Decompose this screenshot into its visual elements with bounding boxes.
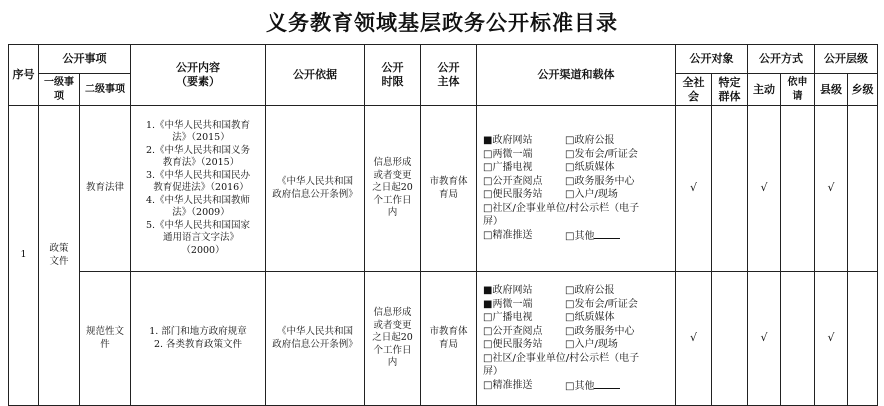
header-channels: 公开渠道和载体 [477,45,676,106]
channel-broadcast: □广播电视 [483,162,533,173]
content-line: 通用语言文字法》 [162,232,239,244]
disclosure-catalog-table [8,44,878,406]
time-line: 之日起20 [372,332,413,344]
channel-door: □入户/现场 [565,339,618,350]
target-all-mark: √ [676,272,712,406]
header-target-all-line1: 全社 [682,75,705,89]
subject-line: 育局 [438,338,458,350]
level-county-mark: √ [815,106,848,272]
time-line: 信息形成 [373,307,412,319]
header-method-active: 主动 [748,74,781,106]
channel-other-label: □其他 [565,230,595,242]
row-level1-line2: 文件 [49,255,69,267]
target-all-mark: √ [676,106,712,272]
header-items: 公开事项 [39,45,131,74]
target-specific-mark [712,272,748,406]
channel-two-micro: ■两微一端 [483,298,533,310]
header-target-specific-line2: 群体 [718,89,741,103]
content-line: （2000） [181,244,225,256]
header-time-line1: 公开 [381,61,404,74]
row-subject [421,106,477,272]
header-subject-line2: 主体 [437,75,460,88]
basis-line: 政府信息公开条例》 [272,338,358,350]
row-subject [421,272,477,406]
content-line: 法》（2015） [172,132,230,144]
channel-community: □社区/企事业单位/村公示栏（电子 [483,202,640,214]
channel-community-cont: 屏） [483,216,503,227]
header-basis: 公开依据 [266,45,365,106]
row-channels [477,106,676,272]
header-method: 公开方式 [748,45,815,74]
row-content [131,106,266,272]
blank-line [594,379,620,389]
header-level-county: 县级 [815,74,848,106]
channel-broadcast: □广播电视 [483,312,533,323]
header-method-request: 依申请 [781,74,815,106]
channel-press: □发布会/听证会 [565,148,638,160]
header-target-all [676,74,712,106]
time-line: 或者变更 [373,319,412,331]
header-level2: 二级事项 [80,74,131,106]
row-channels [477,272,676,406]
channel-precise: □精准推送 [483,379,533,391]
time-line: 个工作日 [373,344,412,356]
content-line: 法》（2009） [172,207,230,219]
channel-convenience: □便民服务站 [483,339,543,350]
method-active-mark: √ [748,272,781,406]
header-level1: 一级事项 [39,74,80,106]
level-county-mark: √ [815,272,848,406]
header-level-township: 乡级 [848,74,878,106]
row-seq: 1 [9,106,39,406]
channel-service-center: □政务服务中心 [565,175,635,187]
page-title: 义务教育领域基层政务公开标准目录 [266,11,618,35]
content-line: 3.《中华人民共和国民办 [145,169,251,181]
channel-community-cont: 屏） [483,366,503,377]
time-line: 之日起20 [372,182,413,194]
channel-precise: □精准推送 [483,229,533,241]
row-time [365,272,421,406]
method-request-mark [781,106,815,272]
table-row [9,272,878,406]
content-line: 2.《中华人民共和国义务 [145,144,251,156]
blank-line [594,229,620,239]
channel-service-center: □政务服务中心 [565,325,635,337]
row-level1 [39,106,80,406]
channel-convenience: □便民服务站 [483,189,543,200]
channel-bulletin: □公开查阅点 [483,175,543,187]
level-township-mark [848,106,878,272]
header-target: 公开对象 [676,45,748,74]
header-content-line1: 公开内容 [176,61,220,74]
level-township-mark [848,272,878,406]
content-line: 1.《中华人民共和国教育 [145,119,251,131]
basis-line: 政府信息公开条例》 [272,188,358,200]
channel-other [565,379,665,394]
content-line: 2. 各类教育政策文件 [153,338,243,350]
content-line: 教育促进法》（2016） [153,182,249,194]
channel-gov-site: ■政府网站 [483,135,533,146]
content-line: 4.《中华人民共和国教师 [145,194,251,206]
header-subject [421,45,477,106]
header-content [131,45,266,106]
channel-gov-gazette: □政府公报 [565,285,615,296]
row-time [365,106,421,272]
time-line: 信息形成 [373,157,412,169]
channel-other [565,229,665,244]
channel-other-label: □其他 [565,380,595,392]
row-level2: 教育法律 [80,106,131,272]
method-active-mark: √ [748,106,781,272]
row-basis [266,272,365,406]
basis-line: 《中华人民共和国 [276,326,353,337]
method-request-mark [781,272,815,406]
subject-line: 市教育体 [429,176,468,187]
channel-paper: □纸质媒体 [565,162,615,173]
row-level1-line1: 政策 [49,243,69,254]
header-subject-line1: 公开 [437,61,460,74]
content-line: 1. 部门和地方政府规章 [149,326,247,337]
header-time [365,45,421,106]
row-level2-line1: 规范性文 [85,326,124,337]
row-content [131,272,266,406]
subject-line: 市教育体 [429,326,468,337]
channel-gov-gazette: □政府公报 [565,135,615,146]
header-target-specific-line1: 特定 [718,75,741,89]
row-level2 [80,272,131,406]
time-line: 内 [387,207,398,219]
time-line: 内 [387,357,398,369]
target-specific-mark [712,106,748,272]
content-line: 教育法》（2015） [162,157,240,169]
header-seq: 序号 [9,45,39,106]
basis-line: 《中华人民共和国 [276,176,353,187]
header-content-line2: （要素） [176,75,220,88]
channel-door: □入户/现场 [565,189,618,200]
channel-press: □发布会/听证会 [565,298,638,310]
header-level: 公开层级 [815,45,878,74]
row-level2-line2: 件 [100,338,110,350]
time-line: 或者变更 [373,169,412,181]
row-basis [266,106,365,272]
channel-paper: □纸质媒体 [565,312,615,323]
header-target-specific [712,74,748,106]
content-line: 5.《中华人民共和国国家 [145,219,251,231]
header-target-all-line2: 会 [688,89,699,103]
subject-line: 育局 [438,188,458,200]
header-time-line2: 时限 [381,75,404,88]
table-row [9,106,878,272]
channel-two-micro: □两微一端 [483,148,533,160]
channel-community: □社区/企事业单位/村公示栏（电子 [483,352,640,364]
time-line: 个工作日 [373,194,412,206]
channel-bulletin: □公开查阅点 [483,325,543,337]
channel-gov-site: ■政府网站 [483,285,533,296]
